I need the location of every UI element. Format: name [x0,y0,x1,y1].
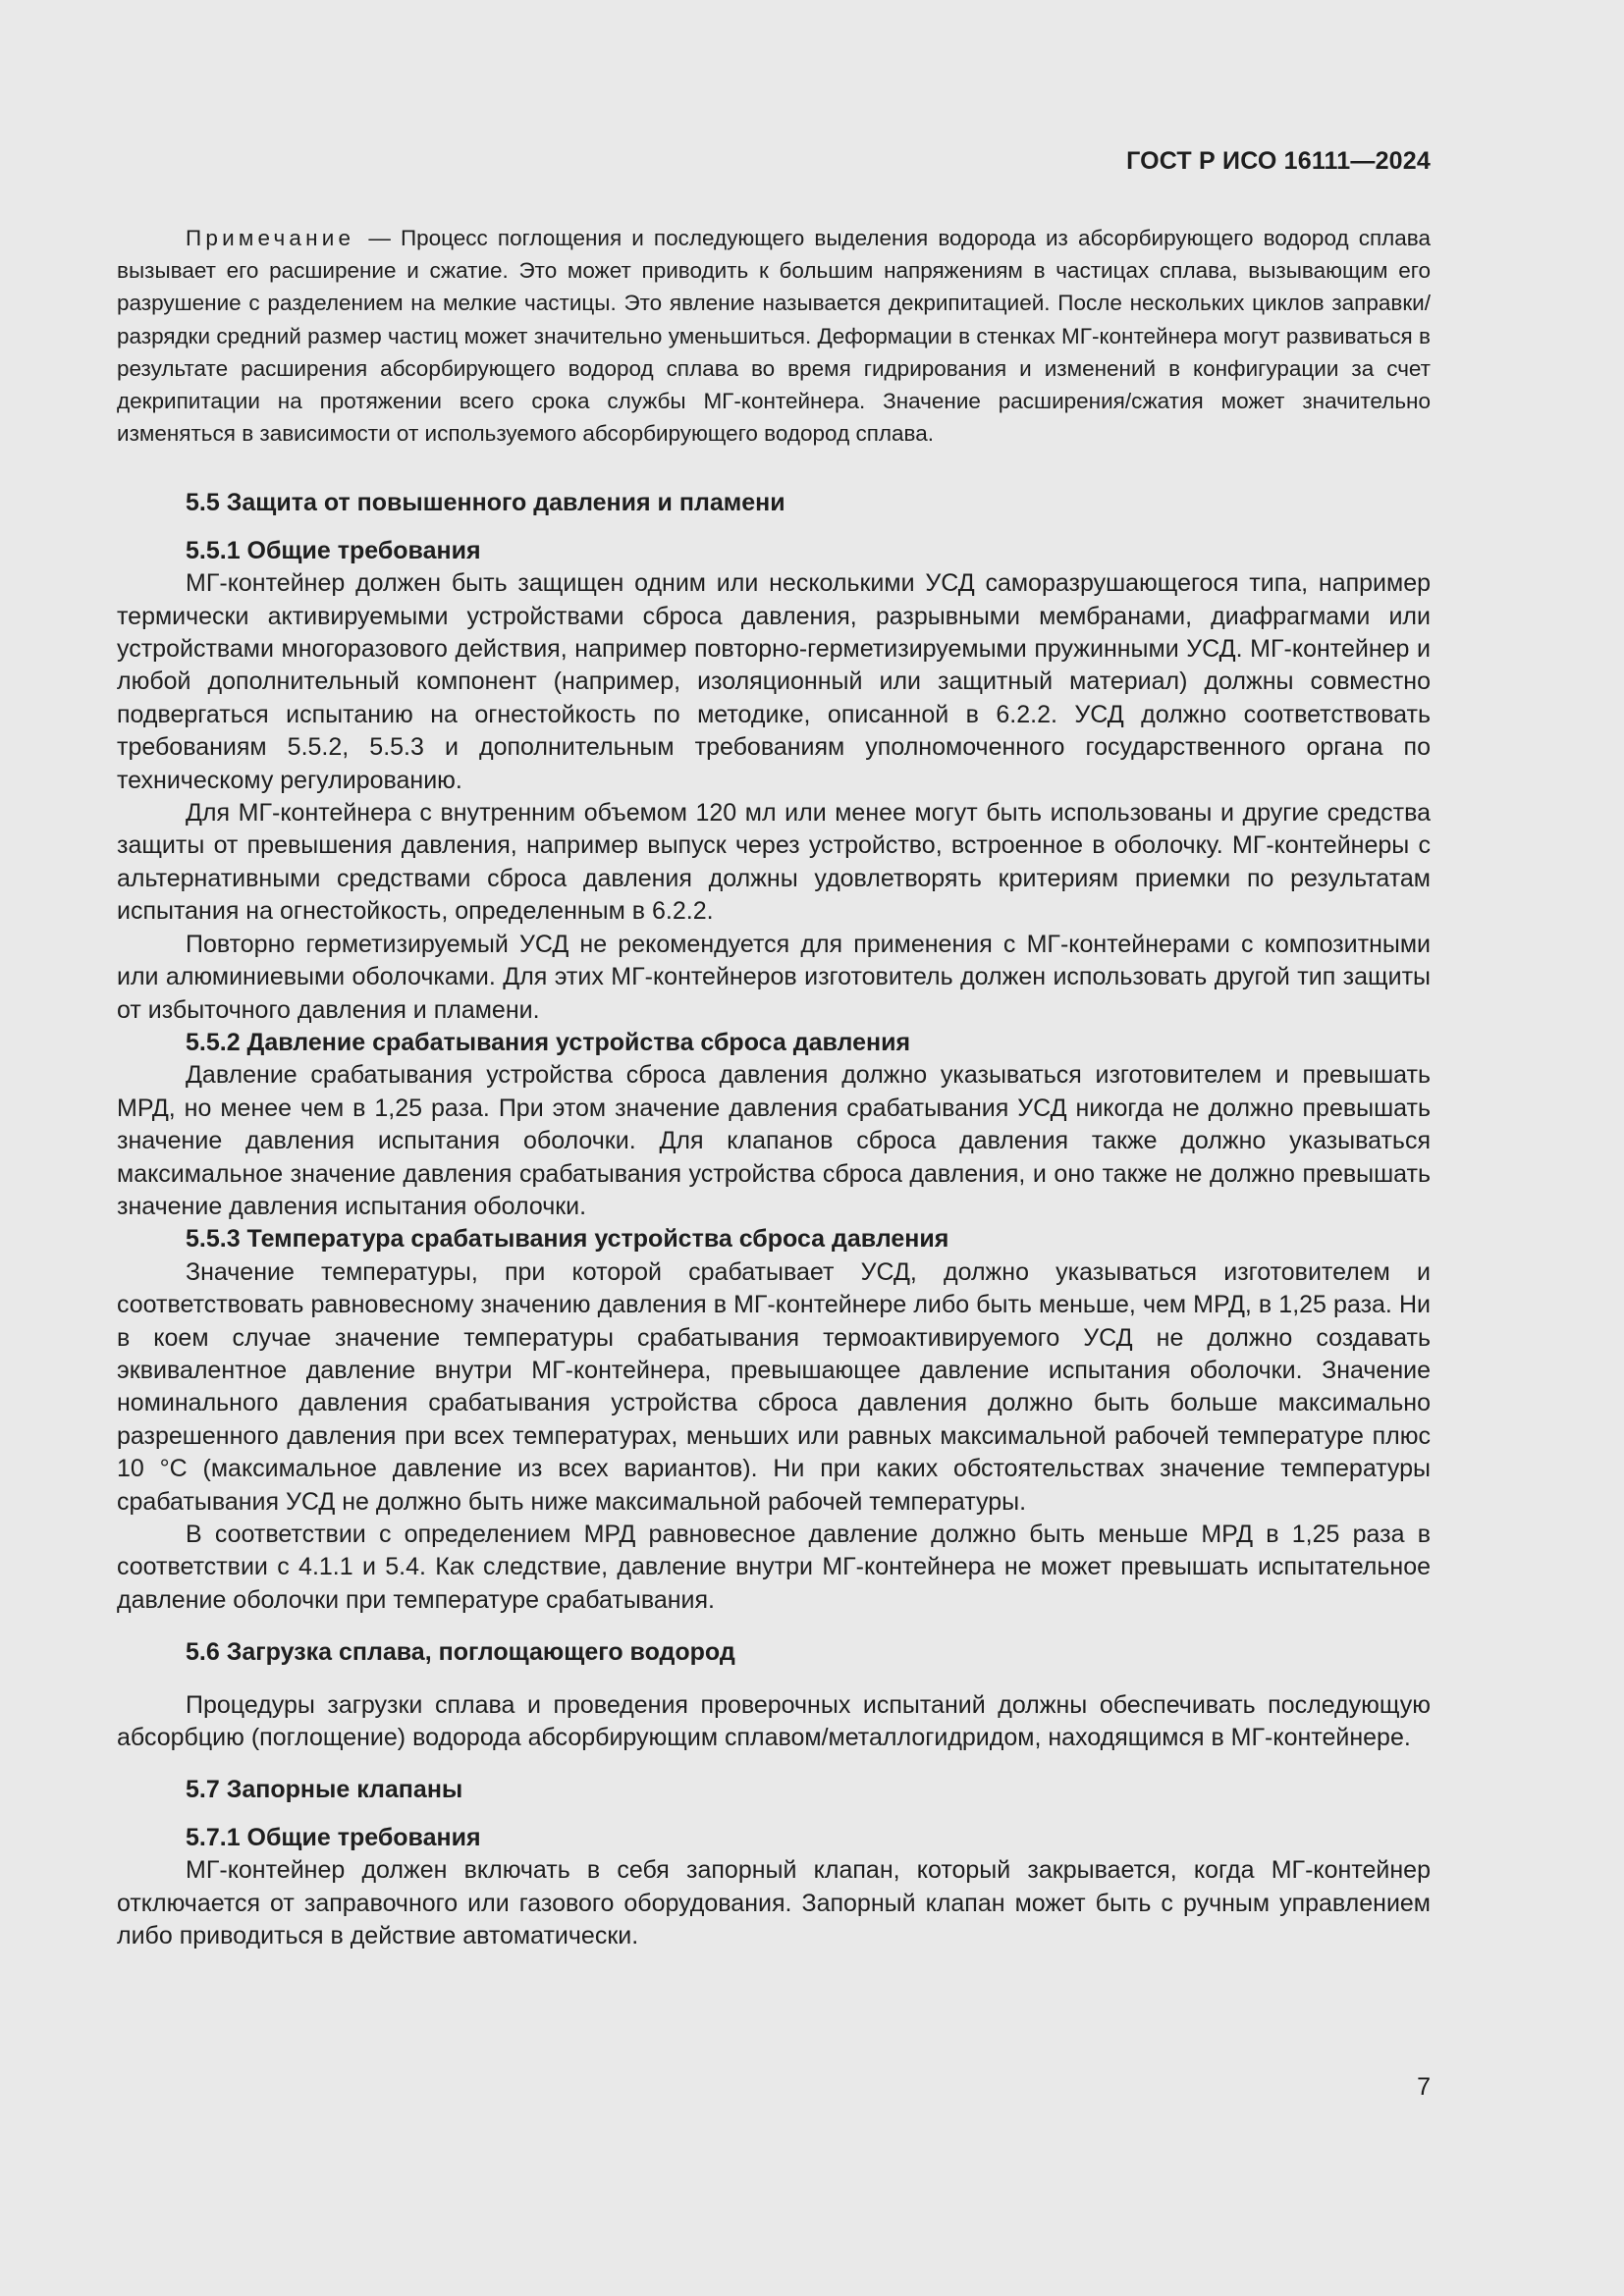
document-header: ГОСТ Р ИСО 16111—2024 [1126,147,1431,175]
section-5-5-2-heading: 5.5.2 Давление срабатывания устройства сброса давления [186,1028,911,1056]
section-5-7-1-heading: 5.7.1 Общие требования [186,1823,481,1851]
note-label: Примечание [186,226,355,250]
note-dash: — [368,226,391,250]
note-paragraph [117,222,1431,450]
section-5-5-1-paragraph-1: МГ-контейнер должен быть защищен одним или несколькими УСД саморазрушающегося типа, например термически активируемыми устройствами сброса давления, разрывными мембранами, диафрагмами или устройствами многоразового действия, например повторно-герметизируемыми пружинными УСД. МГ-контейнер и любой дополнительный компонент (например, изоляционный или защитный материал) должны совместно подвергаться испытанию на огнестойкость по методике, описанной в 6.2.2. УСД должно соответствовать требованиям 5.5.2, 5.5.3 и дополнительным требованиям уполномоченного государственного органа по техническому регулированию. [117,569,1431,794]
section-5-7-heading: 5.7 Запорные клапаны [186,1776,463,1804]
page-number: 7 [1417,2073,1431,2101]
section-5-5-3-heading: 5.5.3 Температура срабатывания устройства сброса давления [186,1225,949,1254]
section-5-5-1-paragraph-2: Для МГ-контейнера с внутренним объемом 120 мл или менее могут быть использованы и другие средства защиты от превышения давления, например выпуск через устройство, встроенное в оболочку. МГ-контейнеры с альтернативными средствами сброса давления должны удовлетворять критериям приемки по результатам испытания на огнестойкость, определенным в 6.2.2. [117,799,1431,926]
section-5-5-heading: 5.5 Защита от повышенного давления и пламени [186,489,785,517]
section-5-6-heading: 5.6 Загрузка сплава, поглощающего водород [186,1638,735,1667]
section-5-7-1-paragraph-1: МГ-контейнер должен включать в себя запорный клапан, который закрывается, когда МГ-контейнер отключается от заправочного или газового оборудования. Запорный клапан может быть с ручным управлением либо приводиться в действие автоматически. [117,1856,1431,1950]
section-5-5-1-heading: 5.5.1 Общие требования [186,536,481,564]
section-5-5-1-paragraph-3: Повторно герметизируемый УСД не рекомендуется для применения с МГ-контейнерами с композитными или алюминиевыми оболочками. Для этих МГ-контейнеров изготовитель должен использовать другой тип защиты от избыточного давления и пламени. [117,930,1431,1024]
section-5-5-3-paragraph-2: В соответствии с определением МРД равновесное давление должно быть меньше МРД в 1,25 раза в соответствии с 4.1.1 и 5.4. Как следствие, давление внутри МГ-контейнера не может превышать испытательное давление оболочки при температуре срабатывания. [117,1521,1431,1614]
section-5-6-paragraph-1: Процедуры загрузки сплава и проведения проверочных испытаний должны обеспечивать последующую абсорбцию (поглощение) водорода абсорбирующим сплавом/металлогидридом, находящимся в МГ-контейнере. [117,1690,1431,1752]
page-content [117,222,1431,1952]
section-5-5-3-paragraph-1: Значение температуры, при которой срабатывает УСД, должно указываться изготовителем и соответствовать равновесному значению давления в МГ-контейнере либо быть меньше, чем МРД, в 1,25 раза. Ни в коем случае значение температуры срабатывания термоактивируемого УСД не должно создавать эквивалентное давление внутри МГ-контейнера, превышающее давление испытания оболочки. Значение номинального давления срабатывания устройства сброса давления должно быть больше максимально разрешенного давления при всех температурах, меньших или равных максимальной рабочей температуре плюс 10 °С (максимальное давление из всех вариантов). Ни при каких обстоятельствах значение температуры срабатывания УСД не должно быть ниже максимальной рабочей температуры. [117,1257,1431,1516]
note-text: Процесс поглощения и последующего выделения водорода из абсорбирующего водород сплава вызывает его расширение и сжатие. Это может приводить к большим напряжениям в частицах сплава, вызывающим его разрушение с разделением на мелкие частицы. Это явление называется декрипитацией. После нескольких циклов заправки/разрядки средний размер частиц может значительно уменьшиться. Деформации в стенках МГ-контейнера могут развиваться в результате расширения абсорбирующего водород сплава во время гидрирования и изменений в конфигурации за счет декрипитации на протяжении всего срока службы МГ-контейнера. Значение расширения/сжатия может значительно изменяться в зависимости от используемого абсорбирующего водород сплава. [117,226,1431,447]
section-5-5-2-paragraph-1: Давление срабатывания устройства сброса давления должно указываться изготовителем и превышать МРД, но менее чем в 1,25 раза. При этом значение давления срабатывания УСД никогда не должно превышать значение давления испытания оболочки. Для клапанов сброса давления также должно указываться максимальное значение давления срабатывания устройства сброса давления, и оно также не должно превышать значение давления испытания оболочки. [117,1061,1431,1220]
